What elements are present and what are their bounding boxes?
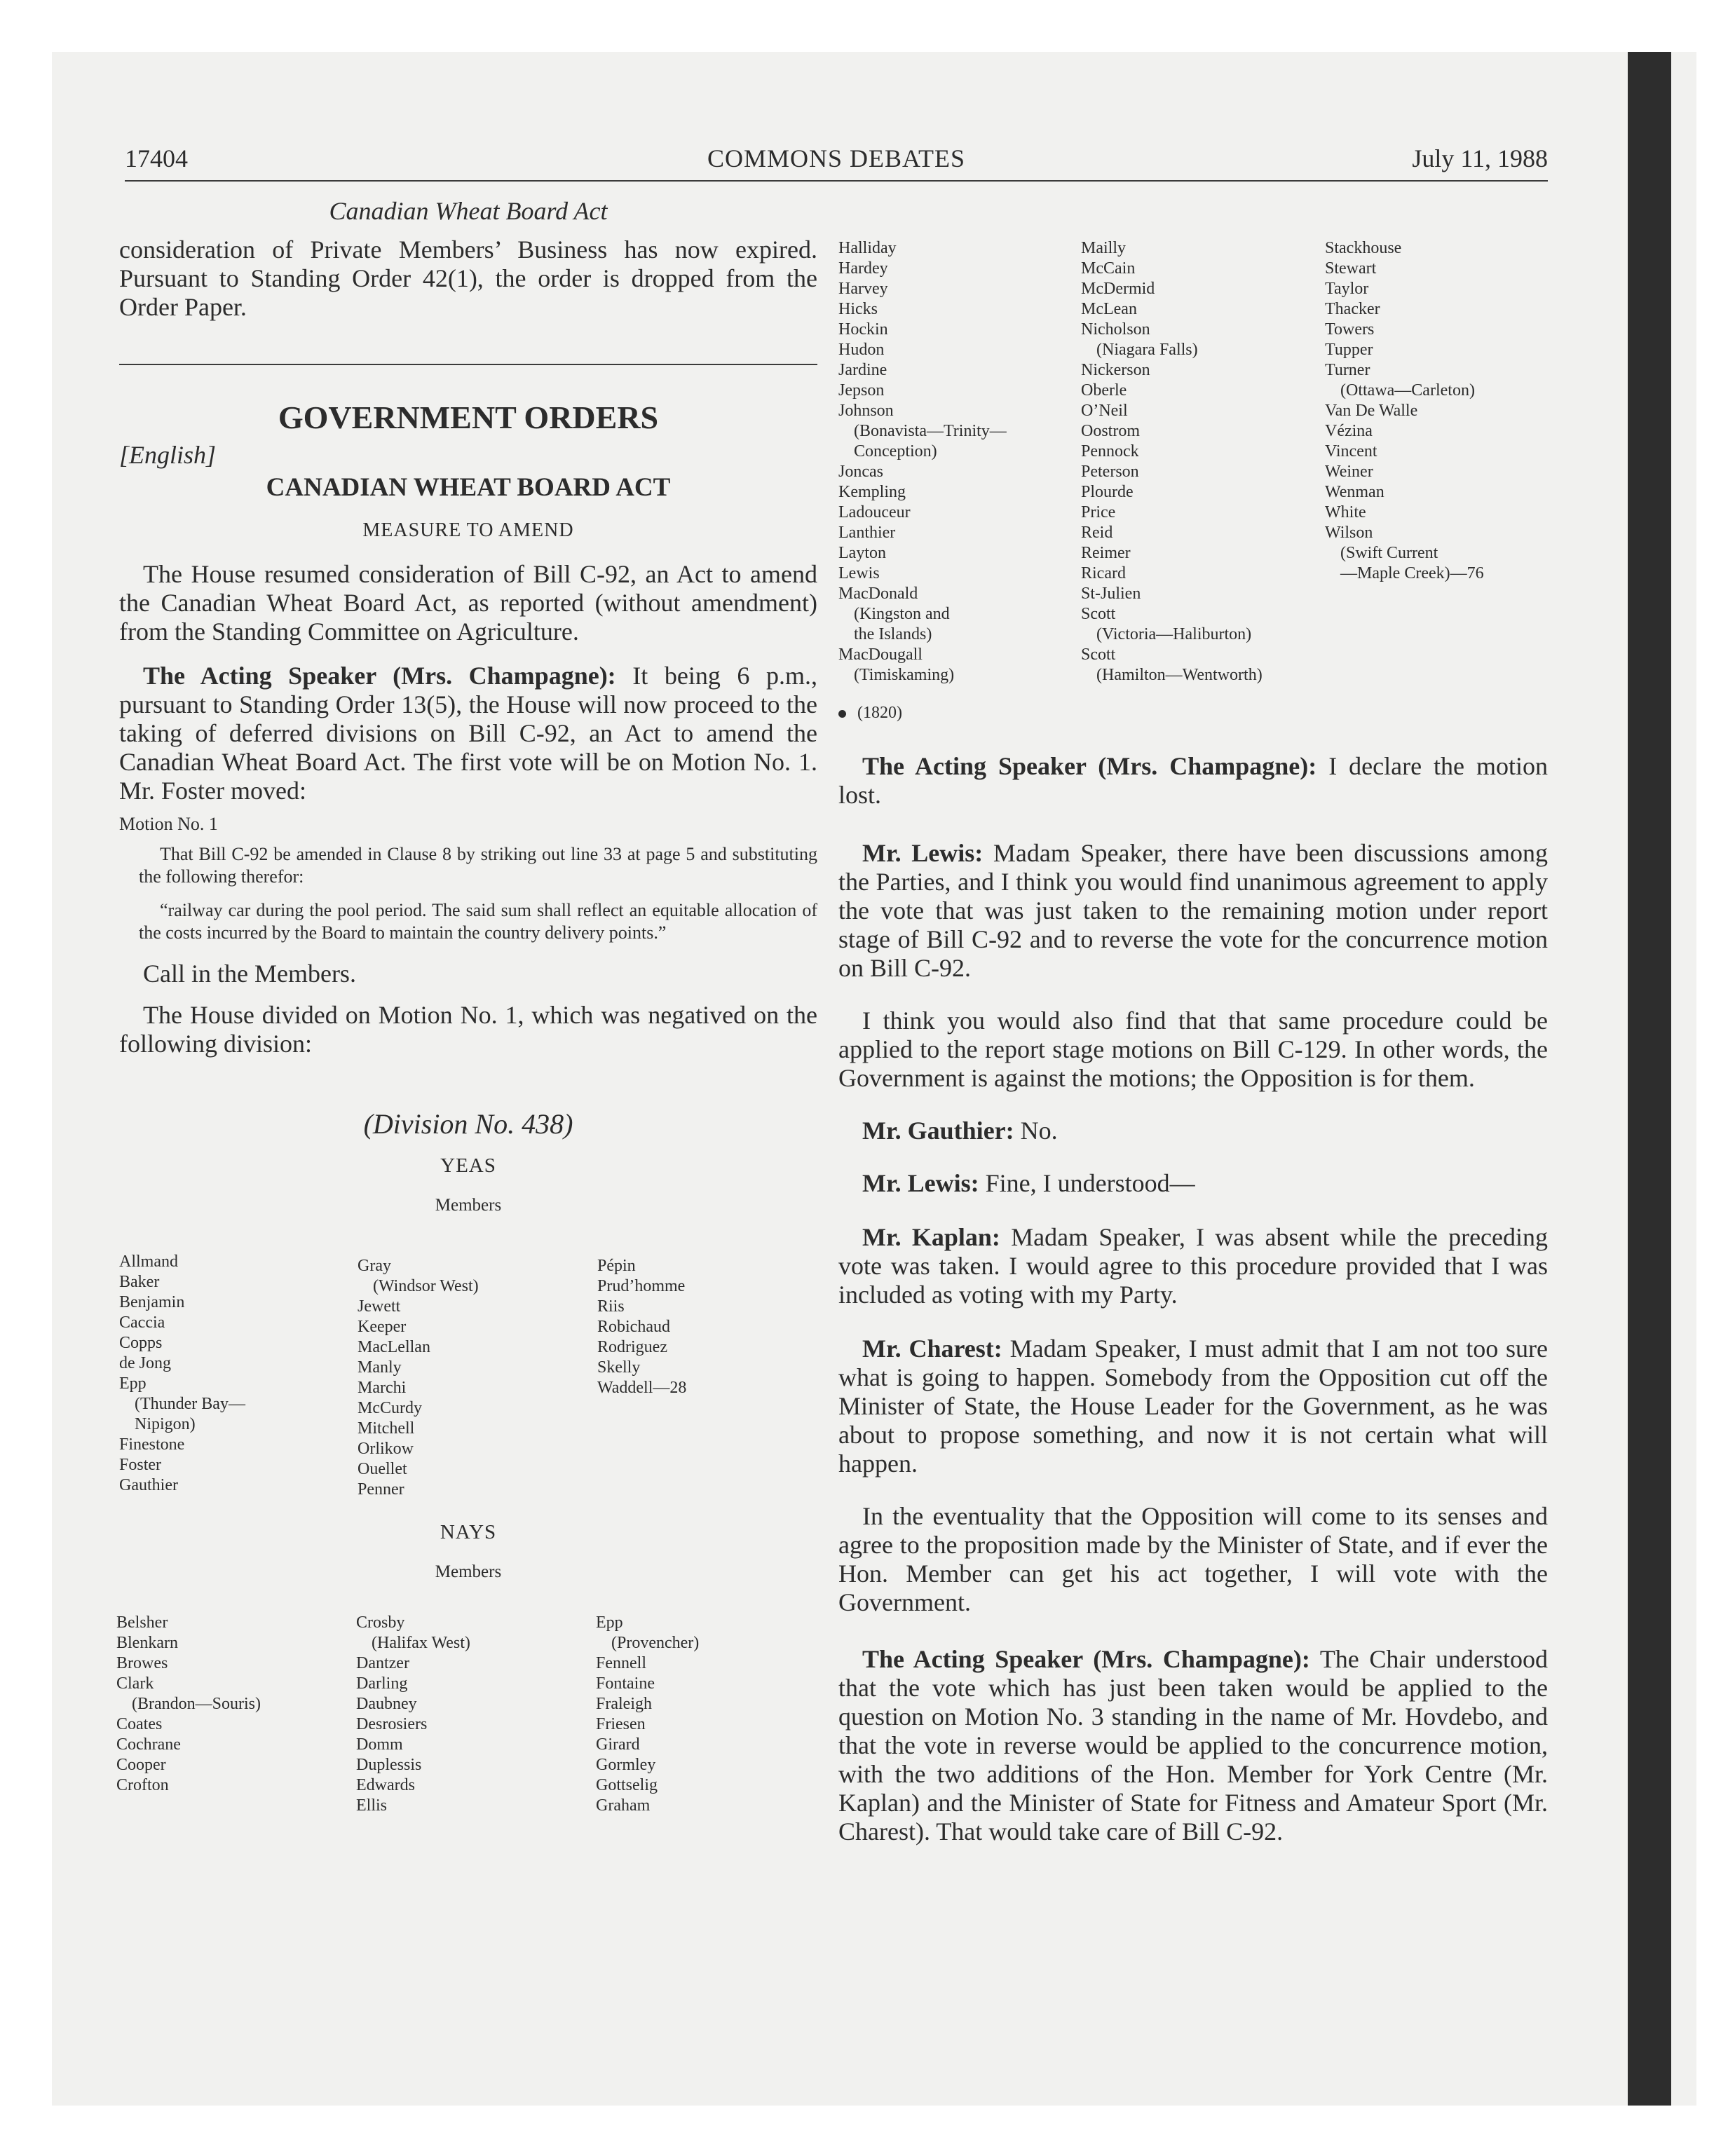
nays-cont-col-2 bbox=[1081, 238, 1263, 685]
journal-title: COMMONS DEBATES bbox=[707, 144, 966, 172]
member-name: Wenman bbox=[1325, 483, 1384, 501]
member-name: Friesen bbox=[596, 1715, 646, 1733]
member-name: Hardey bbox=[838, 259, 888, 278]
member-name: Desrosiers bbox=[356, 1715, 428, 1733]
member-name: Pépin bbox=[597, 1257, 636, 1275]
member-name: Halliday bbox=[838, 239, 897, 257]
member-name: Gauthier bbox=[119, 1476, 178, 1494]
speaker-paragraph bbox=[119, 662, 817, 805]
member-name: Ricard bbox=[1081, 564, 1126, 582]
member-name: Reid bbox=[1081, 524, 1113, 542]
debate-paragraph bbox=[838, 1007, 1548, 1093]
nays-list bbox=[116, 1613, 817, 1823]
member-name: Hudon bbox=[838, 341, 885, 359]
member-name: Waddell—28 bbox=[597, 1379, 687, 1397]
binding-edge bbox=[1628, 52, 1671, 2106]
yeas-col-2 bbox=[358, 1256, 479, 1500]
member-name: MacDougall bbox=[838, 646, 923, 664]
member-name: Johnson bbox=[838, 402, 894, 420]
member-name: Girard bbox=[596, 1735, 640, 1754]
time-marker bbox=[838, 704, 1548, 723]
nays-continued-list bbox=[838, 238, 1548, 694]
member-name: Stewart bbox=[1325, 259, 1377, 278]
member-name: Allmand bbox=[119, 1253, 178, 1271]
member-name: Weiner bbox=[1325, 463, 1373, 481]
member-name: (Ottawa—Carleton) bbox=[1340, 381, 1475, 400]
member-name: Layton bbox=[838, 544, 886, 562]
member-name: Fraleigh bbox=[596, 1695, 652, 1713]
resumed-paragraph: The House resumed consideration of Bill C-92, an Act to amend the Canadian Wheat Board Act, as reported (without amendment) from the Standing Committee on Agriculture. bbox=[119, 560, 817, 646]
nays-members-label: Members bbox=[435, 1562, 502, 1581]
member-name: Darling bbox=[356, 1674, 408, 1693]
member-name: McCain bbox=[1081, 259, 1136, 278]
speaker-name: Mr. Lewis: bbox=[862, 1169, 979, 1197]
member-name: Orlikow bbox=[358, 1440, 414, 1458]
measure-subtitle: MEASURE TO AMEND bbox=[362, 519, 574, 541]
member-name: (Victoria—Haliburton) bbox=[1096, 625, 1252, 643]
member-name: Jardine bbox=[838, 361, 887, 379]
member-name: Cochrane bbox=[116, 1735, 181, 1754]
member-name: Crosby bbox=[356, 1613, 405, 1632]
header-rule bbox=[125, 180, 1548, 182]
section-rule bbox=[119, 364, 817, 365]
speaker-name: The Acting Speaker (Mrs. Champagne): bbox=[862, 752, 1317, 780]
left-column bbox=[116, 196, 817, 1823]
motion-text: That Bill C-92 be amended in Clause 8 by striking out line 33 at page 5 and substituting the following therefor: bbox=[139, 844, 817, 887]
member-name: Ladouceur bbox=[838, 503, 911, 521]
member-name: Mitchell bbox=[358, 1419, 415, 1438]
member-name: (Thunder Bay— bbox=[135, 1395, 245, 1413]
member-name: Stackhouse bbox=[1325, 239, 1402, 257]
nays-col-2 bbox=[356, 1613, 470, 1816]
member-name: Vézina bbox=[1325, 422, 1373, 440]
member-name: Prud’homme bbox=[597, 1277, 686, 1295]
yeas-heading: YEAS bbox=[440, 1154, 496, 1177]
speech-text: I declare the motion lost. bbox=[838, 752, 1548, 809]
member-name: Fennell bbox=[596, 1654, 646, 1672]
member-name: O’Neil bbox=[1081, 402, 1128, 420]
member-name: (Swift Current bbox=[1340, 544, 1438, 562]
debate-paragraph bbox=[838, 1223, 1548, 1309]
speech-text: The Chair understood that the vote which has just been taken would be applied to the question on Motion No. 3 standing in the name of Mr. Hovdebo, and that the vote in reverse would be applied to the concurrence motion, with the two additions of the Hon. Member for York Centre (Mr. Kaplan) and the Minister of State for Fitness and Amateur Sport (Mr. Charest). That would take care of Bill C-92. bbox=[838, 1645, 1549, 1845]
member-name: Thacker bbox=[1325, 300, 1380, 318]
member-name: Browes bbox=[116, 1654, 168, 1672]
member-name: (Halifax West) bbox=[372, 1634, 470, 1652]
member-name: Finestone bbox=[119, 1435, 185, 1454]
member-name: Pennock bbox=[1081, 442, 1139, 460]
member-name: White bbox=[1325, 503, 1366, 521]
member-name: Epp bbox=[119, 1374, 147, 1393]
member-name: Taylor bbox=[1325, 280, 1369, 298]
member-name: Copps bbox=[119, 1334, 163, 1352]
member-name: Van De Walle bbox=[1325, 402, 1418, 420]
member-name: Jewett bbox=[358, 1297, 401, 1316]
right-column bbox=[838, 238, 1548, 1846]
member-name: Nicholson bbox=[1081, 320, 1150, 339]
member-name: Scott bbox=[1081, 646, 1116, 664]
member-name: Lanthier bbox=[838, 524, 896, 542]
call-members: Call in the Members. bbox=[143, 960, 356, 988]
member-name: Oostrom bbox=[1081, 422, 1140, 440]
member-name: Dantzer bbox=[356, 1654, 409, 1672]
member-name: Turner bbox=[1325, 361, 1370, 379]
member-name: McCurdy bbox=[358, 1399, 422, 1417]
member-name: Coates bbox=[116, 1715, 163, 1733]
debate-paragraph bbox=[838, 1169, 1548, 1198]
speech-text: Madam Speaker, I must admit that I am not too sure what is going to happen. Somebody from the Opposition cut off the Minister of State, the House Leader for the Government, as he was about to propose something, and now it is not certain what will happen. bbox=[838, 1335, 1549, 1478]
member-name: Manly bbox=[358, 1358, 402, 1377]
member-name: Ellis bbox=[356, 1796, 388, 1815]
member-name: Oberle bbox=[1081, 381, 1127, 400]
member-name: (Hamilton—Wentworth) bbox=[1096, 666, 1263, 684]
speaker-name: Mr. Kaplan: bbox=[862, 1223, 1000, 1251]
motion-quote: “railway car during the pool period. The said sum shall reflect an equitable allocation of the costs incurred by the Board to maintain the country delivery points.” bbox=[139, 900, 817, 943]
member-name: (Kingston and bbox=[854, 605, 950, 623]
member-name: Clark bbox=[116, 1674, 154, 1693]
debate-paragraph bbox=[838, 1117, 1548, 1145]
member-name: Edwards bbox=[356, 1776, 415, 1794]
nays-heading: NAYS bbox=[440, 1521, 497, 1543]
member-name: Gottselig bbox=[596, 1776, 658, 1794]
member-name: Keeper bbox=[358, 1318, 407, 1336]
time-marker-text: (1820) bbox=[857, 704, 902, 722]
member-name: St-Julien bbox=[1081, 585, 1141, 603]
speaker-name: Mr. Lewis: bbox=[862, 839, 984, 867]
member-name: Hicks bbox=[838, 300, 878, 318]
member-name: Duplessis bbox=[356, 1756, 422, 1774]
member-name: Plourde bbox=[1081, 483, 1134, 501]
member-name: Peterson bbox=[1081, 463, 1139, 481]
yeas-col-1 bbox=[119, 1252, 245, 1496]
member-name: Kempling bbox=[838, 483, 906, 501]
debate-paragraph bbox=[838, 752, 1548, 810]
speech-text: In the eventuality that the Opposition will come to its senses and agree to the proposition made by the Minister of State, and if ever the Hon. Member can get his act together, I will vote with the Government. bbox=[838, 1502, 1548, 1616]
member-name: Crofton bbox=[116, 1776, 169, 1794]
member-name: Vincent bbox=[1325, 442, 1377, 460]
member-name: Skelly bbox=[597, 1358, 641, 1377]
member-name: Gray bbox=[358, 1257, 391, 1275]
debate-paragraph bbox=[838, 839, 1548, 983]
yeas-members-label: Members bbox=[435, 1196, 502, 1215]
nays-cont-col-3 bbox=[1325, 238, 1484, 584]
bullet-icon bbox=[838, 710, 846, 718]
member-name: Caccia bbox=[119, 1314, 165, 1332]
member-name: (Bonavista—Trinity— bbox=[854, 422, 1007, 440]
member-name: Penner bbox=[358, 1480, 404, 1499]
nays-cont-col-1 bbox=[838, 238, 1007, 685]
member-name: Marchi bbox=[358, 1379, 407, 1397]
member-name: (Provencher) bbox=[611, 1634, 700, 1652]
member-name: Riis bbox=[597, 1297, 625, 1316]
member-name: (Timiskaming) bbox=[854, 666, 955, 684]
member-name: McLean bbox=[1081, 300, 1137, 318]
member-name: Belsher bbox=[116, 1613, 168, 1632]
speaker-name: Mr. Charest: bbox=[862, 1335, 1002, 1363]
member-name: (Niagara Falls) bbox=[1096, 341, 1198, 359]
yeas-list bbox=[119, 1252, 817, 1508]
speech-text: No. bbox=[1014, 1117, 1058, 1145]
member-name: Nipigon) bbox=[135, 1415, 196, 1433]
member-name: MacDonald bbox=[838, 585, 918, 603]
member-name: Reimer bbox=[1081, 544, 1131, 562]
divided-paragraph: The House divided on Motion No. 1, which was negatived on the following division: bbox=[119, 1001, 817, 1058]
nays-col-3 bbox=[596, 1613, 699, 1816]
member-name: Benjamin bbox=[119, 1293, 185, 1311]
member-name: Scott bbox=[1081, 605, 1116, 623]
running-head bbox=[125, 144, 1548, 180]
member-name: MacLellan bbox=[358, 1338, 430, 1356]
speaker-name: The Acting Speaker (Mrs. Champagne): bbox=[143, 662, 616, 690]
debate-paragraph bbox=[838, 1335, 1548, 1478]
member-name: Fontaine bbox=[596, 1674, 655, 1693]
member-name: Mailly bbox=[1081, 239, 1126, 257]
page-number: 17404 bbox=[125, 144, 188, 172]
topic-heading: Canadian Wheat Board Act bbox=[329, 197, 608, 225]
intro-paragraph: consideration of Private Members’ Business has now expired. Pursuant to Standing Order 42(1), the order is dropped from the Order Paper. bbox=[119, 236, 817, 321]
nays-col-1 bbox=[116, 1613, 261, 1796]
debate-paragraph bbox=[838, 1502, 1548, 1617]
division-number: (Division No. 438) bbox=[363, 1108, 573, 1140]
member-name: Nickerson bbox=[1081, 361, 1150, 379]
speech-text: Madam Speaker, there have been discussions among the Parties, and I think you would find unanimous agreement to apply the vote that was just taken to the remaining motion under report stage of Bill C-92 and to reverse the vote for the concurrence motion on Bill C-92. bbox=[838, 839, 1549, 982]
member-name: Lewis bbox=[838, 564, 880, 582]
member-name: Gormley bbox=[596, 1756, 656, 1774]
member-name: Cooper bbox=[116, 1756, 166, 1774]
member-name: Rodriguez bbox=[597, 1338, 667, 1356]
member-name: Tupper bbox=[1325, 341, 1373, 359]
member-name: Wilson bbox=[1325, 524, 1373, 542]
member-name: Jepson bbox=[838, 381, 885, 400]
member-name: Daubney bbox=[356, 1695, 417, 1713]
speech-text: I think you would also find that that same procedure could be applied to the report stage motions on Bill C-129. In other words, the Government is against the motions; the Opposition is for them. bbox=[838, 1007, 1548, 1092]
debate-paragraph bbox=[838, 1645, 1548, 1846]
speaker-name: The Acting Speaker (Mrs. Champagne): bbox=[862, 1645, 1310, 1673]
speech-text: Fine, I understood— bbox=[979, 1169, 1195, 1197]
language-tag: [English] bbox=[119, 441, 217, 469]
motion-label: Motion No. 1 bbox=[119, 814, 218, 834]
member-name: Harvey bbox=[838, 280, 888, 298]
speaker-text: It being 6 p.m., pursuant to Standing Order 13(5), the House will now proceed to the taking of deferred divisions on Bill C-92, an Act to amend the Canadian Wheat Board Act. The first vote will be on Motion No. 1. Mr. Foster moved: bbox=[119, 662, 817, 805]
member-name: Conception) bbox=[854, 442, 937, 460]
issue-date: July 11, 1988 bbox=[1412, 144, 1548, 172]
member-name: Robichaud bbox=[597, 1318, 670, 1336]
member-name: Graham bbox=[596, 1796, 651, 1815]
member-name: Towers bbox=[1325, 320, 1375, 339]
member-name: Domm bbox=[356, 1735, 403, 1754]
yeas-col-3 bbox=[597, 1256, 686, 1398]
member-name: Blenkarn bbox=[116, 1634, 178, 1652]
section-title: GOVERNMENT ORDERS bbox=[278, 400, 659, 435]
member-name: Joncas bbox=[838, 463, 883, 481]
member-name: the Islands) bbox=[854, 625, 932, 643]
member-name: —Maple Creek)—76 bbox=[1340, 564, 1484, 582]
debate-paragraphs bbox=[838, 752, 1548, 1846]
member-name: Baker bbox=[119, 1273, 160, 1291]
bill-title: CANADIAN WHEAT BOARD ACT bbox=[266, 473, 671, 502]
member-name: de Jong bbox=[119, 1354, 171, 1372]
member-name: Epp bbox=[596, 1613, 623, 1632]
member-name: McDermid bbox=[1081, 280, 1155, 298]
member-name: (Windsor West) bbox=[373, 1277, 479, 1295]
speech-text: Madam Speaker, I was absent while the preceding vote was taken. I would agree to this procedure provided that I was included as voting with my Party. bbox=[838, 1223, 1549, 1309]
member-name: Foster bbox=[119, 1456, 161, 1474]
speaker-name: Mr. Gauthier: bbox=[862, 1117, 1014, 1145]
member-name: (Brandon—Souris) bbox=[132, 1695, 261, 1713]
member-name: Hockin bbox=[838, 320, 888, 339]
member-name: Price bbox=[1081, 503, 1116, 521]
member-name: Ouellet bbox=[358, 1460, 407, 1478]
